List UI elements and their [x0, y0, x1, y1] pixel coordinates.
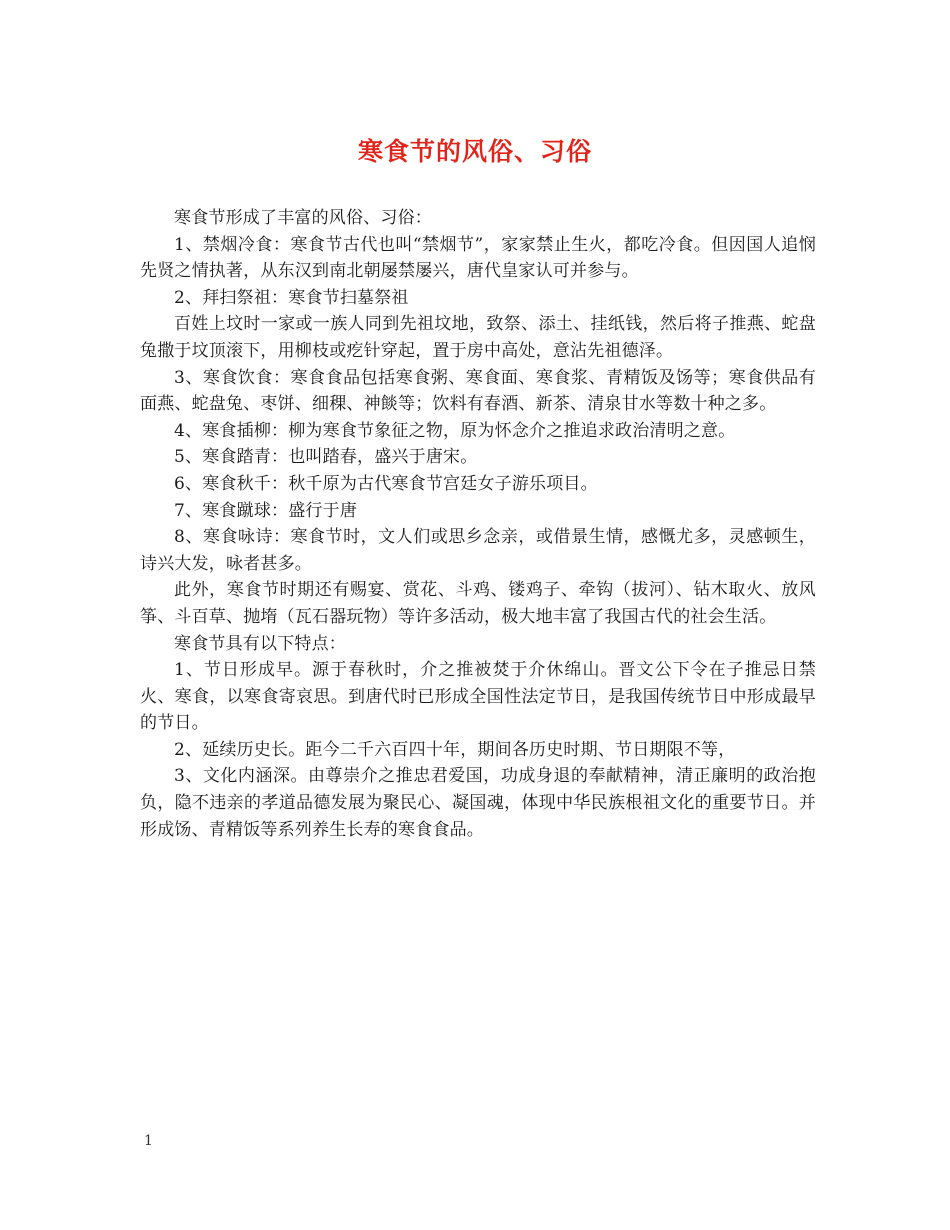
paragraph-custom-7: 7、寒食蹴球：盛行于唐: [174, 500, 358, 521]
paragraph-other-activities: 此外，寒食节时期还有赐宴、赏花、斗鸡、镂鸡子、牵钩（拔河）、钻木取火、放风筝、斗百草、抛堶（瓦石器玩物）等许多活动，极大地丰富了我国古代的社会生活。: [140, 580, 816, 627]
paragraph-custom-1: 1、禁烟冷食：寒食节古代也叫“禁烟节”，家家禁止生火，都吃冷食。但因国人追悯先贤之情执著，从东汉到南北朝屡禁屡兴，唐代皇家认可并参与。: [140, 234, 816, 282]
paragraph-custom-5: 5、寒食踏青：也叫踏春，盛兴于唐宋。: [174, 447, 478, 468]
document-body: [140, 205, 816, 843]
paragraph-custom-8: 8、寒食咏诗：寒食节时，文人们或思乡念亲，或借景生情，感慨尤多，灵感顿生，诗兴大发，咏者甚多。: [140, 527, 816, 574]
document-title: 寒食节的风俗、习俗: [357, 137, 592, 166]
page-number: 1: [144, 1133, 153, 1149]
paragraph-feature-1: 1、节日形成早。源于春秋时，介之推被焚于介休绵山。晋文公下令在子推忌日禁火、寒食，以寒食寄哀思。到唐代时已形成全国性法定节日，是我国传统节日中形成最早的节日。: [140, 660, 816, 734]
paragraph-custom-4: 4、寒食插柳：柳为寒食节象征之物，原为怀念介之推追求政治清明之意。: [174, 420, 736, 441]
paragraph-features-intro: 寒食节具有以下特点：: [174, 633, 346, 654]
paragraph-feature-2: 2、延续历史长。距今二千六百四十年，期间各历史时期、节日期限不等，: [174, 739, 736, 760]
paragraph-custom-2-detail: 百姓上坟时一家或一族人同到先祖坟地，致祭、添土、挂纸钱，然后将子推燕、蛇盘兔撒于坟顶滚下，用柳枝或疙针穿起，置于房中高处，意沾先祖德泽。: [140, 314, 816, 361]
paragraph-intro: 寒食节形成了丰富的风俗、习俗：: [174, 208, 432, 228]
paragraph-feature-3: 3、文化内涵深。由尊崇介之推忠君爱国，功成身退的奉献精神，清正廉明的政治抱负，隐不违亲的孝道品德发展为聚民心、凝国魂，体现中华民族根祖文化的重要节日。并形成饧、青精饭等系列养生长寿的寒食食品。: [140, 766, 816, 840]
paragraph-custom-3: 3、寒食饮食：寒食食品包括寒食粥、寒食面、寒食浆、青精饭及饧等；寒食供品有面燕、蛇盘兔、枣饼、细稞、神餤等；饮料有春酒、新茶、清泉甘水等数十种之多。: [140, 367, 816, 415]
paragraph-custom-2: 2、拜扫祭祖：寒食节扫墓祭祖: [174, 287, 409, 308]
paragraph-custom-6: 6、寒食秋千：秋千原为古代寒食节宫廷女子游乐项目。: [174, 473, 598, 494]
